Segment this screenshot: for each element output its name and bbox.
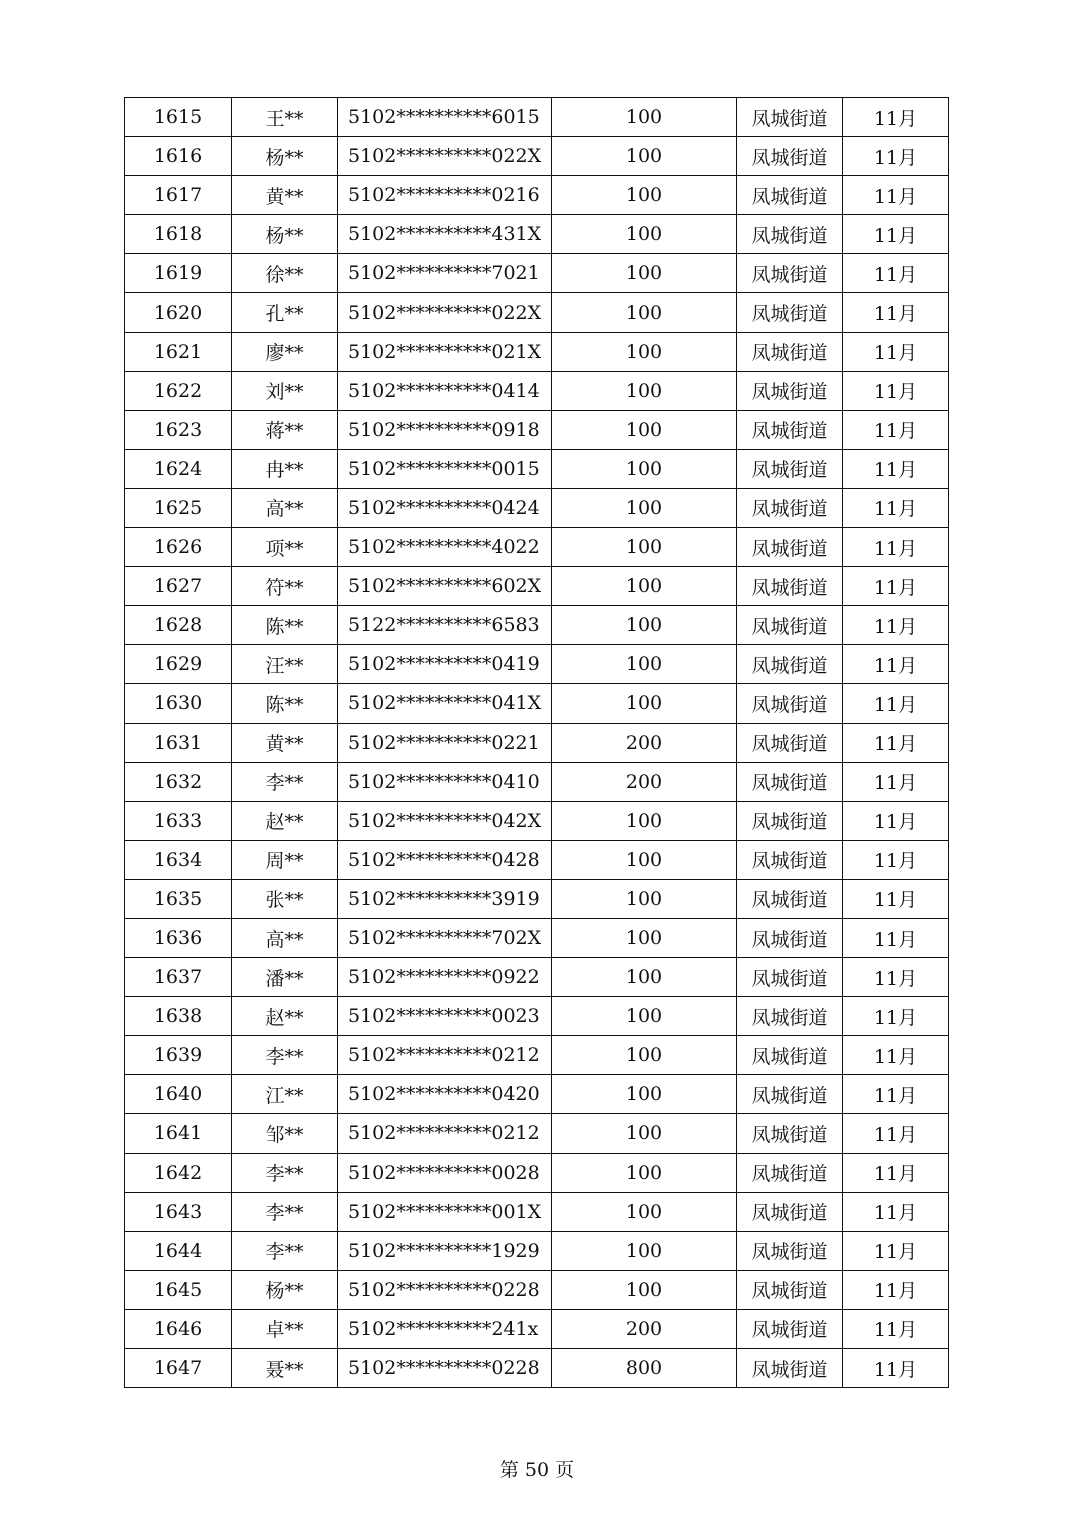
row-number-cell: 1639: [125, 1036, 232, 1075]
id-number-cell: 5102**********021X: [338, 332, 552, 371]
id-number-cell: 5102**********602X: [338, 567, 552, 606]
page-number: 第 50 页: [499, 1459, 575, 1481]
table-row: [125, 98, 949, 137]
id-number-cell: 5102**********3919: [338, 879, 552, 918]
name-cell: 孔**: [232, 293, 338, 332]
street-cell: 凤城街道: [737, 293, 843, 332]
id-number-cell: 5102**********0414: [338, 371, 552, 410]
row-number-cell: 1630: [125, 684, 232, 723]
amount-cell: 100: [552, 215, 737, 254]
id-number-cell: 5102**********0228: [338, 1349, 552, 1388]
id-number-cell: 5102**********241x: [338, 1309, 552, 1348]
name-cell: 杨**: [232, 137, 338, 176]
street-cell: 凤城街道: [737, 528, 843, 567]
month-cell: 11月: [843, 254, 949, 293]
id-number-cell: 5102**********0228: [338, 1270, 552, 1309]
month-cell: 11月: [843, 1231, 949, 1270]
row-number-cell: 1647: [125, 1349, 232, 1388]
id-number-cell: 5102**********0428: [338, 840, 552, 879]
amount-cell: 100: [552, 1153, 737, 1192]
amount-cell: 200: [552, 1309, 737, 1348]
row-number-cell: 1643: [125, 1192, 232, 1231]
street-cell: 凤城街道: [737, 254, 843, 293]
id-number-cell: 5102**********0212: [338, 1036, 552, 1075]
month-cell: 11月: [843, 371, 949, 410]
name-cell: 张**: [232, 879, 338, 918]
month-cell: 11月: [843, 1036, 949, 1075]
street-cell: 凤城街道: [737, 645, 843, 684]
row-number-cell: 1615: [125, 98, 232, 137]
street-cell: 凤城街道: [737, 449, 843, 488]
street-cell: 凤城街道: [737, 1075, 843, 1114]
row-number-cell: 1644: [125, 1231, 232, 1270]
row-number-cell: 1625: [125, 488, 232, 527]
row-number-cell: 1622: [125, 371, 232, 410]
month-cell: 11月: [843, 997, 949, 1036]
street-cell: 凤城街道: [737, 1309, 843, 1348]
table-row: [125, 1231, 949, 1270]
id-number-cell: 5102**********001X: [338, 1192, 552, 1231]
street-cell: 凤城街道: [737, 723, 843, 762]
table-row: [125, 997, 949, 1036]
amount-cell: 100: [552, 1231, 737, 1270]
name-cell: 李**: [232, 1153, 338, 1192]
row-number-cell: 1632: [125, 762, 232, 801]
street-cell: 凤城街道: [737, 1114, 843, 1153]
table-row: [125, 1309, 949, 1348]
name-cell: 刘**: [232, 371, 338, 410]
table-row: [125, 176, 949, 215]
row-number-cell: 1628: [125, 606, 232, 645]
id-number-cell: 5102**********0221: [338, 723, 552, 762]
id-number-cell: 5102**********0212: [338, 1114, 552, 1153]
street-cell: 凤城街道: [737, 762, 843, 801]
month-cell: 11月: [843, 98, 949, 137]
name-cell: 李**: [232, 1036, 338, 1075]
street-cell: 凤城街道: [737, 215, 843, 254]
amount-cell: 100: [552, 879, 737, 918]
month-cell: 11月: [843, 1349, 949, 1388]
street-cell: 凤城街道: [737, 488, 843, 527]
street-cell: 凤城街道: [737, 879, 843, 918]
name-cell: 高**: [232, 488, 338, 527]
id-number-cell: 5102**********0023: [338, 997, 552, 1036]
id-number-cell: 5102**********1929: [338, 1231, 552, 1270]
row-number-cell: 1620: [125, 293, 232, 332]
month-cell: 11月: [843, 215, 949, 254]
street-cell: 凤城街道: [737, 1192, 843, 1231]
name-cell: 黄**: [232, 176, 338, 215]
month-cell: 11月: [843, 762, 949, 801]
amount-cell: 100: [552, 1036, 737, 1075]
amount-cell: 800: [552, 1349, 737, 1388]
table-row: [125, 449, 949, 488]
amount-cell: 100: [552, 918, 737, 957]
month-cell: 11月: [843, 1075, 949, 1114]
amount-cell: 100: [552, 684, 737, 723]
row-number-cell: 1645: [125, 1270, 232, 1309]
amount-cell: 100: [552, 410, 737, 449]
name-cell: 汪**: [232, 645, 338, 684]
amount-cell: 100: [552, 645, 737, 684]
row-number-cell: 1617: [125, 176, 232, 215]
amount-cell: 100: [552, 528, 737, 567]
month-cell: 11月: [843, 567, 949, 606]
month-cell: 11月: [843, 332, 949, 371]
amount-cell: 100: [552, 371, 737, 410]
name-cell: 李**: [232, 762, 338, 801]
name-cell: 陈**: [232, 684, 338, 723]
month-cell: 11月: [843, 723, 949, 762]
table-row: [125, 1075, 949, 1114]
name-cell: 符**: [232, 567, 338, 606]
month-cell: 11月: [843, 801, 949, 840]
street-cell: 凤城街道: [737, 567, 843, 606]
street-cell: 凤城街道: [737, 410, 843, 449]
table-row: [125, 254, 949, 293]
name-cell: 李**: [232, 1192, 338, 1231]
name-cell: 聂**: [232, 1349, 338, 1388]
row-number-cell: 1629: [125, 645, 232, 684]
table-row: [125, 762, 949, 801]
street-cell: 凤城街道: [737, 958, 843, 997]
id-number-cell: 5102**********041X: [338, 684, 552, 723]
table-row: [125, 293, 949, 332]
month-cell: 11月: [843, 684, 949, 723]
row-number-cell: 1631: [125, 723, 232, 762]
month-cell: 11月: [843, 449, 949, 488]
id-number-cell: 5102**********0419: [338, 645, 552, 684]
street-cell: 凤城街道: [737, 176, 843, 215]
amount-cell: 100: [552, 801, 737, 840]
amount-cell: 200: [552, 723, 737, 762]
table-row: [125, 528, 949, 567]
street-cell: 凤城街道: [737, 684, 843, 723]
street-cell: 凤城街道: [737, 997, 843, 1036]
name-cell: 廖**: [232, 332, 338, 371]
row-number-cell: 1618: [125, 215, 232, 254]
amount-cell: 100: [552, 254, 737, 293]
month-cell: 11月: [843, 293, 949, 332]
month-cell: 11月: [843, 410, 949, 449]
id-number-cell: 5102**********4022: [338, 528, 552, 567]
street-cell: 凤城街道: [737, 1153, 843, 1192]
street-cell: 凤城街道: [737, 332, 843, 371]
id-number-cell: 5102**********0015: [338, 449, 552, 488]
table-row: [125, 410, 949, 449]
id-number-cell: 5102**********6015: [338, 98, 552, 137]
name-cell: 周**: [232, 840, 338, 879]
id-number-cell: 5122**********6583: [338, 606, 552, 645]
table-row: [125, 1192, 949, 1231]
row-number-cell: 1634: [125, 840, 232, 879]
name-cell: 黄**: [232, 723, 338, 762]
table-row: [125, 137, 949, 176]
month-cell: 11月: [843, 918, 949, 957]
month-cell: 11月: [843, 645, 949, 684]
table-row: [125, 1270, 949, 1309]
month-cell: 11月: [843, 488, 949, 527]
row-number-cell: 1640: [125, 1075, 232, 1114]
month-cell: 11月: [843, 1114, 949, 1153]
table-row: [125, 879, 949, 918]
month-cell: 11月: [843, 1309, 949, 1348]
id-number-cell: 5102**********702X: [338, 918, 552, 957]
id-number-cell: 5102**********7021: [338, 254, 552, 293]
row-number-cell: 1642: [125, 1153, 232, 1192]
amount-cell: 100: [552, 1192, 737, 1231]
table-row: [125, 567, 949, 606]
street-cell: 凤城街道: [737, 1036, 843, 1075]
amount-cell: 100: [552, 176, 737, 215]
name-cell: 冉**: [232, 449, 338, 488]
name-cell: 潘**: [232, 958, 338, 997]
table-row: [125, 215, 949, 254]
amount-cell: 100: [552, 567, 737, 606]
id-number-cell: 5102**********042X: [338, 801, 552, 840]
row-number-cell: 1623: [125, 410, 232, 449]
street-cell: 凤城街道: [737, 371, 843, 410]
month-cell: 11月: [843, 1153, 949, 1192]
row-number-cell: 1641: [125, 1114, 232, 1153]
amount-cell: 100: [552, 137, 737, 176]
row-number-cell: 1619: [125, 254, 232, 293]
name-cell: 王**: [232, 98, 338, 137]
amount-cell: 100: [552, 293, 737, 332]
amount-cell: 100: [552, 958, 737, 997]
month-cell: 11月: [843, 1192, 949, 1231]
street-cell: 凤城街道: [737, 840, 843, 879]
table-row: [125, 918, 949, 957]
row-number-cell: 1636: [125, 918, 232, 957]
id-number-cell: 5102**********431X: [338, 215, 552, 254]
street-cell: 凤城街道: [737, 918, 843, 957]
month-cell: 11月: [843, 840, 949, 879]
table-row: [125, 645, 949, 684]
row-number-cell: 1635: [125, 879, 232, 918]
row-number-cell: 1616: [125, 137, 232, 176]
table-row: [125, 840, 949, 879]
name-cell: 卓**: [232, 1309, 338, 1348]
amount-cell: 100: [552, 98, 737, 137]
name-cell: 赵**: [232, 997, 338, 1036]
amount-cell: 100: [552, 1114, 737, 1153]
street-cell: 凤城街道: [737, 1231, 843, 1270]
street-cell: 凤城街道: [737, 98, 843, 137]
row-number-cell: 1624: [125, 449, 232, 488]
records-table: [124, 97, 949, 1388]
table-row: [125, 1114, 949, 1153]
table-row: [125, 958, 949, 997]
month-cell: 11月: [843, 606, 949, 645]
amount-cell: 100: [552, 1075, 737, 1114]
row-number-cell: 1633: [125, 801, 232, 840]
row-number-cell: 1638: [125, 997, 232, 1036]
id-number-cell: 5102**********0420: [338, 1075, 552, 1114]
amount-cell: 100: [552, 1270, 737, 1309]
table-row: [125, 332, 949, 371]
id-number-cell: 5102**********0918: [338, 410, 552, 449]
amount-cell: 200: [552, 762, 737, 801]
row-number-cell: 1626: [125, 528, 232, 567]
row-number-cell: 1646: [125, 1309, 232, 1348]
month-cell: 11月: [843, 958, 949, 997]
amount-cell: 100: [552, 488, 737, 527]
table-row: [125, 684, 949, 723]
row-number-cell: 1621: [125, 332, 232, 371]
month-cell: 11月: [843, 1270, 949, 1309]
table-row: [125, 723, 949, 762]
table-row: [125, 606, 949, 645]
street-cell: 凤城街道: [737, 1270, 843, 1309]
street-cell: 凤城街道: [737, 801, 843, 840]
name-cell: 高**: [232, 918, 338, 957]
name-cell: 项**: [232, 528, 338, 567]
records-table-body: [125, 98, 949, 1388]
id-number-cell: 5102**********0410: [338, 762, 552, 801]
row-number-cell: 1627: [125, 567, 232, 606]
name-cell: 陈**: [232, 606, 338, 645]
amount-cell: 100: [552, 606, 737, 645]
table-row: [125, 488, 949, 527]
name-cell: 徐**: [232, 254, 338, 293]
amount-cell: 100: [552, 840, 737, 879]
table-row: [125, 801, 949, 840]
name-cell: 邹**: [232, 1114, 338, 1153]
month-cell: 11月: [843, 879, 949, 918]
month-cell: 11月: [843, 176, 949, 215]
name-cell: 蒋**: [232, 410, 338, 449]
table-row: [125, 1153, 949, 1192]
street-cell: 凤城街道: [737, 606, 843, 645]
name-cell: 江**: [232, 1075, 338, 1114]
id-number-cell: 5102**********0424: [338, 488, 552, 527]
street-cell: 凤城街道: [737, 1349, 843, 1388]
amount-cell: 100: [552, 449, 737, 488]
name-cell: 赵**: [232, 801, 338, 840]
id-number-cell: 5102**********0922: [338, 958, 552, 997]
table-row: [125, 1036, 949, 1075]
amount-cell: 100: [552, 332, 737, 371]
amount-cell: 100: [552, 997, 737, 1036]
name-cell: 杨**: [232, 215, 338, 254]
name-cell: 杨**: [232, 1270, 338, 1309]
table-row: [125, 1349, 949, 1388]
id-number-cell: 5102**********022X: [338, 137, 552, 176]
id-number-cell: 5102**********0216: [338, 176, 552, 215]
street-cell: 凤城街道: [737, 137, 843, 176]
month-cell: 11月: [843, 137, 949, 176]
id-number-cell: 5102**********0028: [338, 1153, 552, 1192]
table-row: [125, 371, 949, 410]
id-number-cell: 5102**********022X: [338, 293, 552, 332]
month-cell: 11月: [843, 528, 949, 567]
row-number-cell: 1637: [125, 958, 232, 997]
name-cell: 李**: [232, 1231, 338, 1270]
